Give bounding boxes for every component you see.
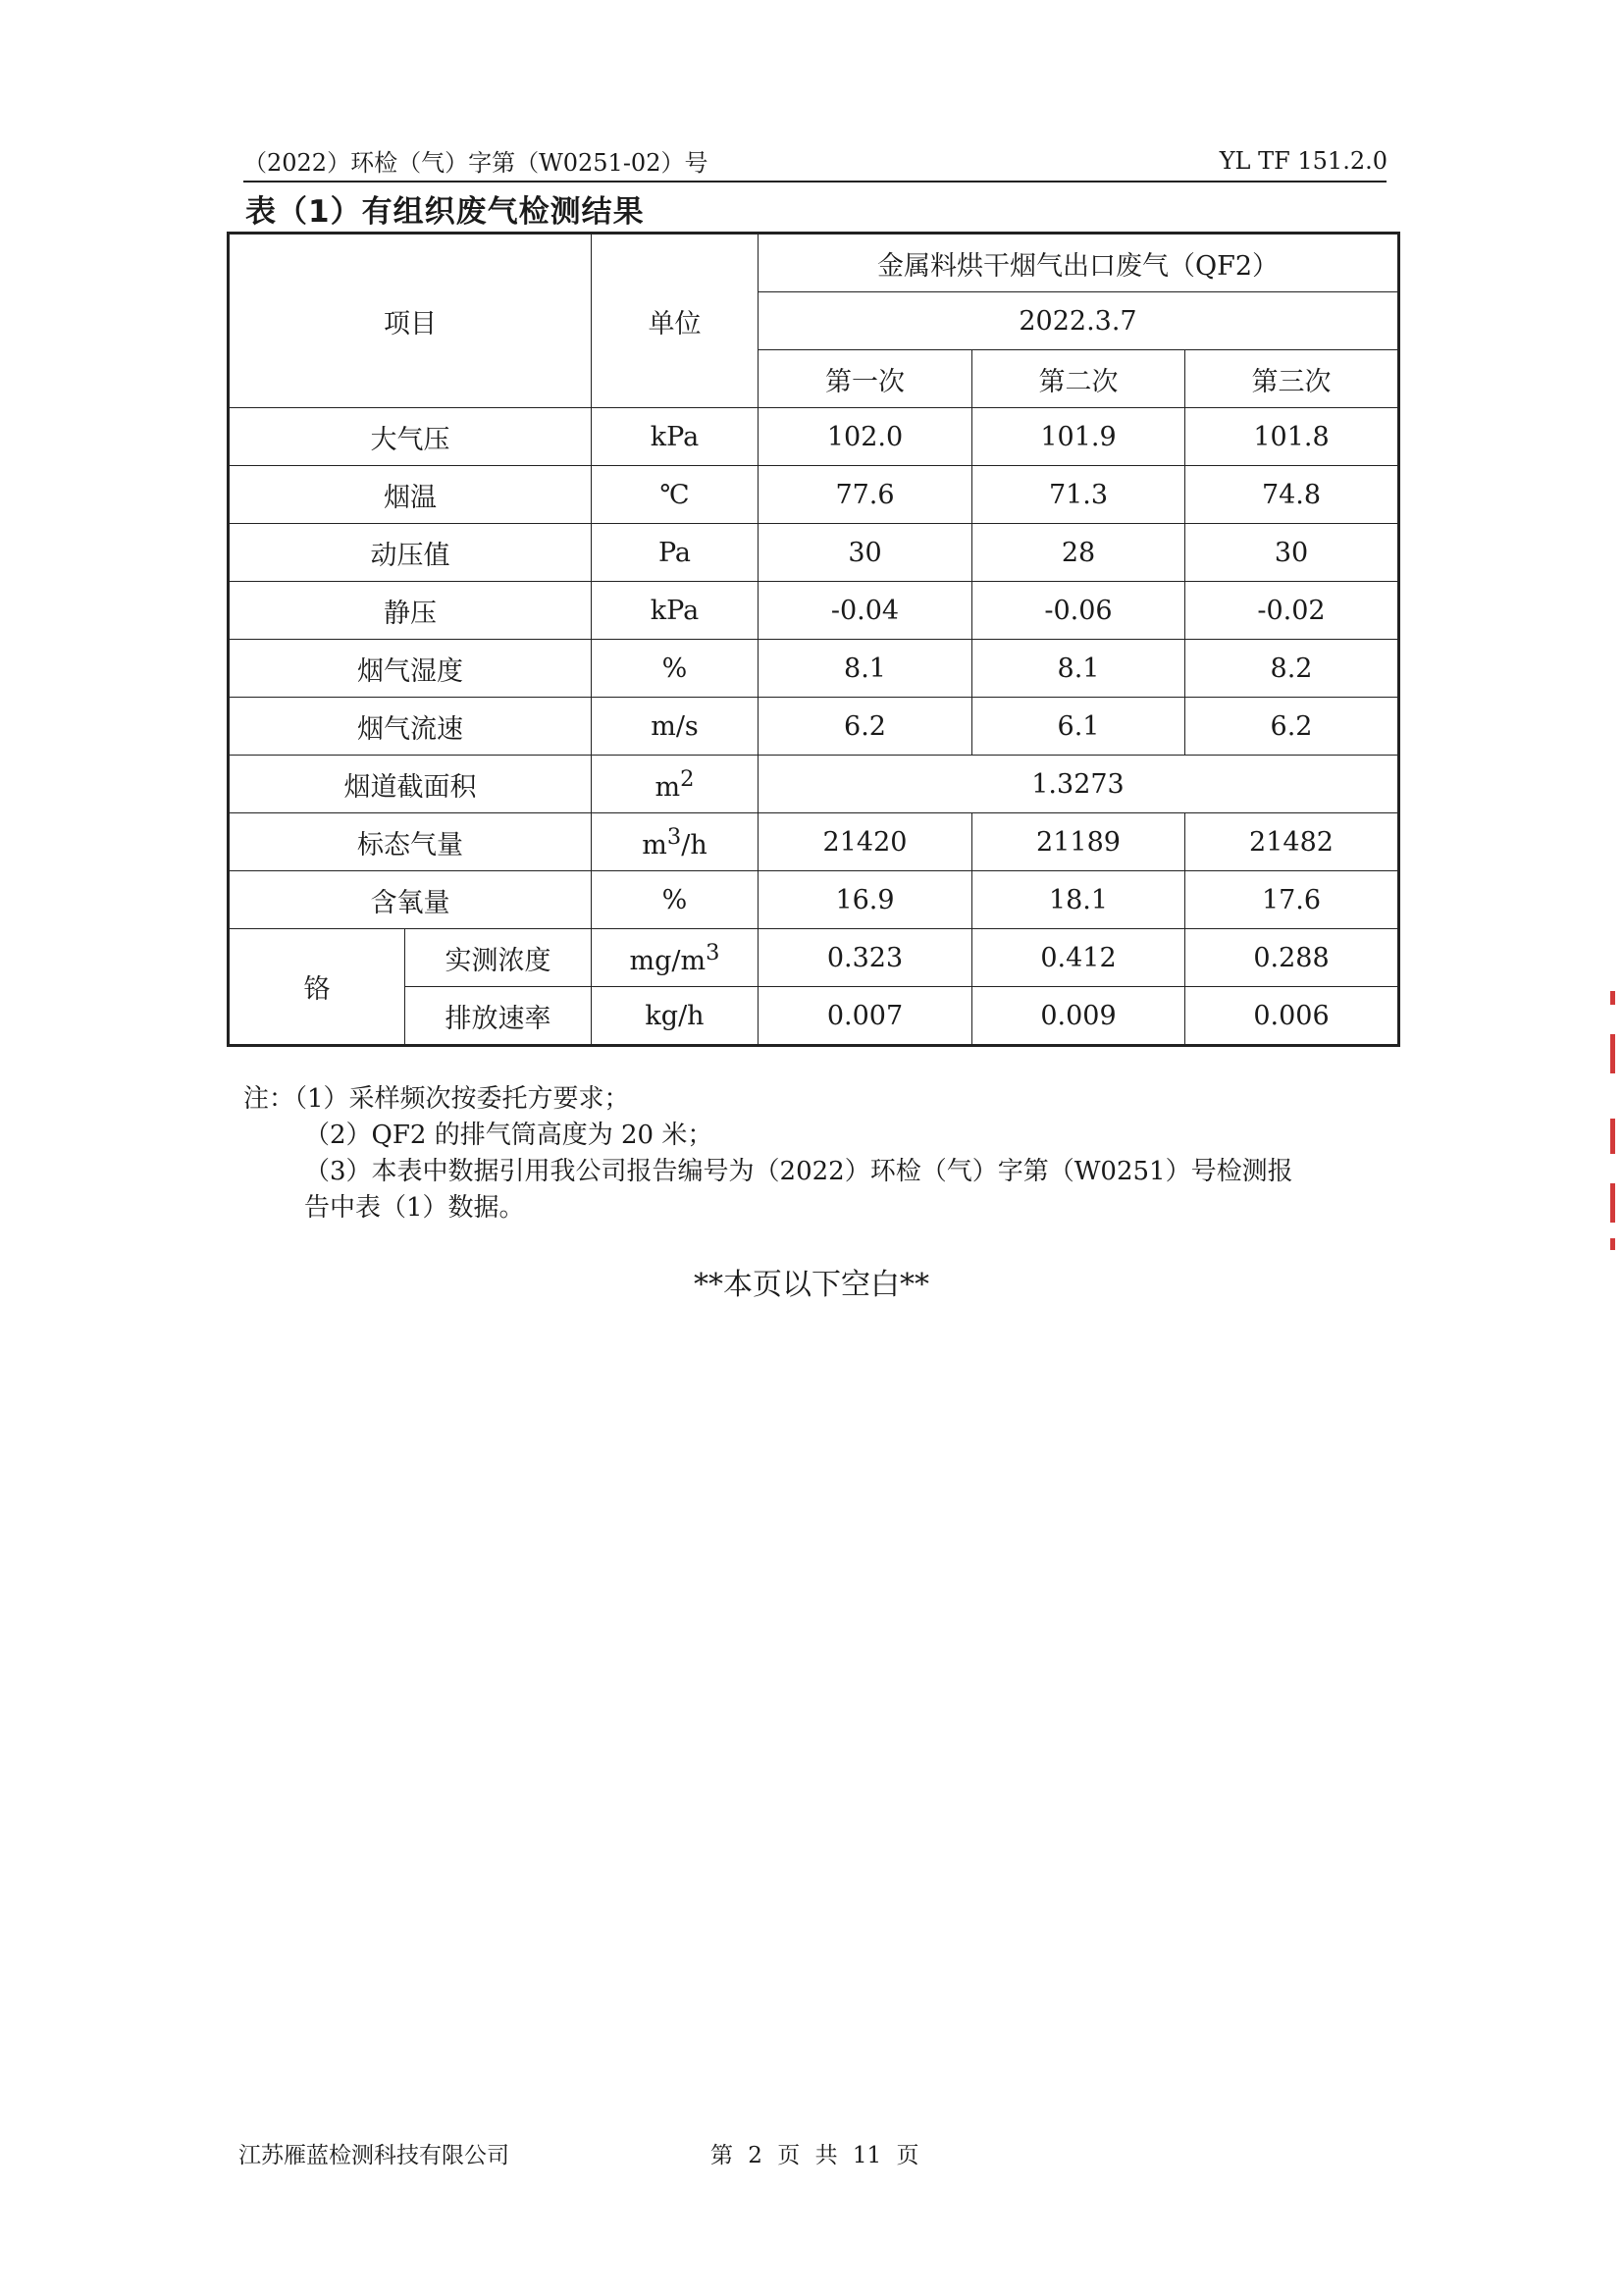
row-value: 0.412 bbox=[972, 929, 1185, 987]
row-value: 0.288 bbox=[1185, 929, 1399, 987]
header-run: 第一次 bbox=[759, 350, 972, 408]
row-item: 实测浓度 bbox=[405, 929, 592, 987]
seal-fragment bbox=[1610, 1119, 1615, 1154]
row-value: -0.02 bbox=[1185, 582, 1399, 640]
seal-fragment bbox=[1610, 991, 1615, 1005]
table-row bbox=[229, 466, 1399, 524]
note-3: （3）本表中数据引用我公司报告编号为（2022）环检（气）字第（W0251）号检测报 bbox=[304, 1157, 1293, 1186]
row-value: 77.6 bbox=[759, 466, 972, 524]
table-row bbox=[229, 756, 1399, 813]
row-value: 16.9 bbox=[759, 871, 972, 929]
row-value: 21482 bbox=[1185, 813, 1399, 871]
blank-marker: **本页以下空白** bbox=[694, 1268, 929, 1302]
row-unit: kPa bbox=[592, 408, 759, 466]
row-item: 烟气流速 bbox=[229, 698, 592, 756]
row-value: 74.8 bbox=[1185, 466, 1399, 524]
row-value: 8.2 bbox=[1185, 640, 1399, 698]
row-value: 0.006 bbox=[1185, 987, 1399, 1046]
table-row bbox=[229, 871, 1399, 929]
row-item: 烟温 bbox=[229, 466, 592, 524]
table-title: 表（1）有组织废气检测结果 bbox=[245, 194, 645, 230]
table-row bbox=[229, 524, 1399, 582]
table-row bbox=[229, 408, 1399, 466]
row-unit: $m^3/h$ bbox=[592, 813, 759, 871]
row-unit: % bbox=[592, 640, 759, 698]
row-item: 烟气湿度 bbox=[229, 640, 592, 698]
row-unit: $mg/m^3$ bbox=[592, 929, 759, 987]
company-name: 江苏雁蓝检测科技有限公司 bbox=[238, 2143, 509, 2168]
report-number: （2022）环检（气）字第（W0251-02）号 bbox=[243, 149, 708, 177]
table-row bbox=[229, 582, 1399, 640]
row-value: 18.1 bbox=[972, 871, 1185, 929]
row-value: -0.06 bbox=[972, 582, 1185, 640]
row-item: 烟道截面积 bbox=[229, 756, 592, 813]
note-1: 注：（1）采样频次按委托方要求； bbox=[243, 1084, 630, 1114]
row-value: 6.1 bbox=[972, 698, 1185, 756]
row-unit: Pa bbox=[592, 524, 759, 582]
row-item: 标态气量 bbox=[229, 813, 592, 871]
note-prefix: 注： bbox=[243, 1084, 295, 1114]
header-date: 2022.3.7 bbox=[759, 292, 1399, 350]
row-value: 30 bbox=[1185, 524, 1399, 582]
header-source: 金属料烘干烟气出口废气（QF2） bbox=[759, 234, 1399, 292]
header-rule bbox=[243, 181, 1387, 183]
header-unit: 单位 bbox=[592, 234, 759, 408]
row-unit: % bbox=[592, 871, 759, 929]
row-value: 21189 bbox=[972, 813, 1185, 871]
header-run: 第二次 bbox=[972, 350, 1185, 408]
row-unit: kPa bbox=[592, 582, 759, 640]
row-value: 21420 bbox=[759, 813, 972, 871]
row-item: 大气压 bbox=[229, 408, 592, 466]
row-item: 静压 bbox=[229, 582, 592, 640]
seal-fragment bbox=[1610, 1183, 1615, 1223]
row-unit: m/s bbox=[592, 698, 759, 756]
row-value: 101.8 bbox=[1185, 408, 1399, 466]
row-value: 71.3 bbox=[972, 466, 1185, 524]
row-unit: $m^2$ bbox=[592, 756, 759, 813]
note-3-continued: 告中表（1）数据。 bbox=[304, 1193, 525, 1223]
table-row bbox=[229, 234, 1399, 292]
header-item: 项目 bbox=[229, 234, 592, 408]
row-item: 含氧量 bbox=[229, 871, 592, 929]
seal-fragment bbox=[1610, 1238, 1615, 1250]
row-item: 动压值 bbox=[229, 524, 592, 582]
table-row bbox=[229, 813, 1399, 871]
note-2: （2）QF2 的排气筒高度为 20 米； bbox=[304, 1121, 713, 1150]
document-code: YL TF 151.2.0 bbox=[1219, 147, 1387, 175]
row-value: 0.009 bbox=[972, 987, 1185, 1046]
row-value: 8.1 bbox=[972, 640, 1185, 698]
table-row bbox=[229, 698, 1399, 756]
row-unit: kg/h bbox=[592, 987, 759, 1046]
row-value: -0.04 bbox=[759, 582, 972, 640]
seal-fragment bbox=[1610, 1034, 1615, 1073]
row-value: 1.3273 bbox=[759, 756, 1399, 813]
row-value: 0.007 bbox=[759, 987, 972, 1046]
table-row bbox=[229, 929, 1399, 987]
row-value: 101.9 bbox=[972, 408, 1185, 466]
row-item: 排放速率 bbox=[405, 987, 592, 1046]
results-table bbox=[227, 232, 1400, 1047]
page-number: 第 2 页 共 11 页 bbox=[710, 2143, 919, 2168]
table-row bbox=[229, 640, 1399, 698]
row-value: 17.6 bbox=[1185, 871, 1399, 929]
row-value: 6.2 bbox=[1185, 698, 1399, 756]
row-value: 102.0 bbox=[759, 408, 972, 466]
row-value: 6.2 bbox=[759, 698, 972, 756]
row-value: 0.323 bbox=[759, 929, 972, 987]
row-value: 30 bbox=[759, 524, 972, 582]
row-unit: ℃ bbox=[592, 466, 759, 524]
header-run: 第三次 bbox=[1185, 350, 1399, 408]
pollutant-name: 铬 bbox=[229, 929, 405, 1046]
row-value: 8.1 bbox=[759, 640, 972, 698]
row-value: 28 bbox=[972, 524, 1185, 582]
